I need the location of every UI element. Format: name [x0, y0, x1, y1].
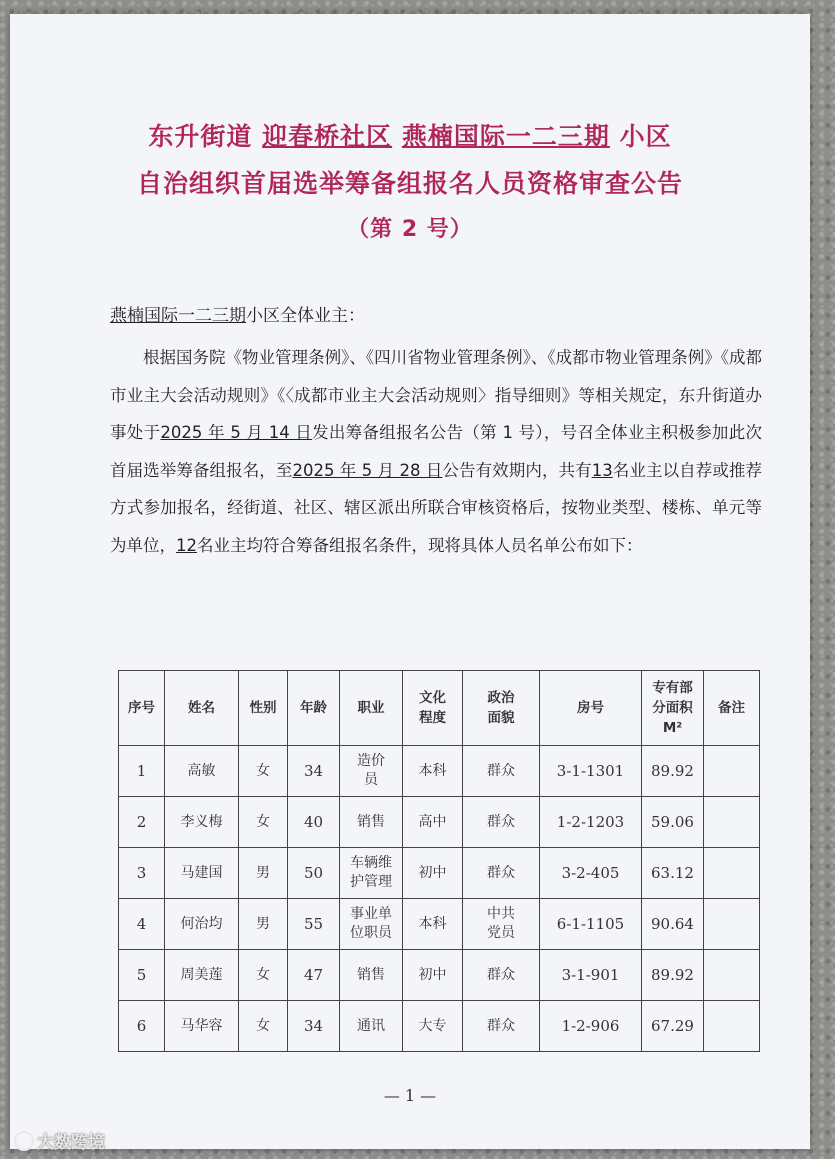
header-education-a: 文化: [419, 690, 446, 706]
header-political: [463, 671, 540, 746]
cell-area: 89.92: [642, 746, 704, 797]
cell-note: [704, 797, 760, 848]
cell-gender: 女: [239, 797, 288, 848]
cell-name: 周美莲: [165, 950, 239, 1001]
cell-note: [704, 899, 760, 950]
table-row: [119, 1001, 760, 1052]
cell-note: [704, 1001, 760, 1052]
cell-job: 销售: [340, 950, 403, 1001]
cell-job: 造价 员: [340, 746, 403, 797]
cell-age: 50: [288, 848, 340, 899]
cell-age: 55: [288, 899, 340, 950]
cell-education: 本科: [403, 746, 463, 797]
cell-area: 89.92: [642, 950, 704, 1001]
body-date-2: 2025 年 5 月 28 日: [292, 460, 443, 480]
cell-room: 1-2-906: [540, 1001, 642, 1052]
cell-note: [704, 848, 760, 899]
cell-room: 3-1-1301: [540, 746, 642, 797]
cell-no: 6: [119, 1001, 165, 1052]
cell-job: 销售: [340, 797, 403, 848]
header-area-c: M²: [662, 720, 683, 736]
cell-gender: 女: [239, 1001, 288, 1052]
table-row: [119, 899, 760, 950]
cell-room: 1-2-1203: [540, 797, 642, 848]
document-page: [10, 14, 810, 1149]
body-s1: 根据国务院《物业管理条例》、《四川省物业管理条例》、《成都市物业管理条例》《成都市业主大会活动规则》《〈成都市业主大会活动规则〉指导细则》等相关规定，东升街道办事处于: [110, 348, 762, 442]
body-s2: 发出筹备组报名公告（第 1 号），号召全体业主积极参加此次首届选举筹备组报名，至: [110, 423, 762, 480]
cell-no: 1: [119, 746, 165, 797]
cell-name: 何治均: [165, 899, 239, 950]
cell-gender: 男: [239, 848, 288, 899]
watermark-text: 大数跨境: [37, 1133, 105, 1153]
cell-no: 5: [119, 950, 165, 1001]
table-row: [119, 746, 760, 797]
table-header-row: [119, 671, 760, 746]
cell-job: 车辆维 护管理: [340, 848, 403, 899]
body-date-1: 2025 年 5 月 14 日: [160, 423, 313, 442]
salutation-estate: 燕楠国际一二三期: [110, 306, 246, 326]
announcement-body: [110, 339, 762, 564]
cell-education: 高中: [403, 797, 463, 848]
title-street: 东升街道: [148, 122, 253, 151]
header-area-b: 分面积: [652, 700, 693, 716]
body-s5: 名业主均符合筹备组报名条件，现将具体人员名单公布如下：: [197, 535, 643, 555]
cell-note: [704, 950, 760, 1001]
title-xiaoqu: 小区: [619, 122, 672, 151]
cell-gender: 女: [239, 950, 288, 1001]
header-political-a: 政治: [487, 690, 515, 706]
cell-name: 李义梅: [165, 797, 239, 848]
cell-room: 3-1-901: [540, 950, 642, 1001]
cell-area: 67.29: [642, 1001, 704, 1052]
body-s3: 公告有效期内，共有: [442, 460, 592, 480]
cell-political: 中共 党员: [463, 899, 540, 950]
header-job: 职业: [340, 671, 403, 746]
cell-area: 90.64: [642, 899, 704, 950]
cell-name: 高敏: [165, 746, 239, 797]
body-qualified-count: 12: [176, 535, 197, 555]
page-number: — 1 —: [383, 1086, 437, 1105]
cell-note: [704, 746, 760, 797]
cell-name: 马建国: [165, 848, 239, 899]
cell-political: 群众: [463, 746, 540, 797]
header-area: [642, 671, 704, 746]
cell-job: 事业单 位职员: [340, 899, 403, 950]
header-room: 房号: [540, 671, 642, 746]
cell-political: 群众: [463, 950, 540, 1001]
header-age: 年龄: [288, 671, 340, 746]
cell-room: 3-2-405: [540, 848, 642, 899]
cell-education: 大专: [403, 1001, 463, 1052]
salutation: [110, 301, 365, 326]
header-gender: 性别: [239, 671, 288, 746]
cell-age: 47: [288, 950, 340, 1001]
cell-gender: 女: [239, 746, 288, 797]
title-line-2: 自治组织首届选举筹备组报名人员资格审查公告: [136, 169, 683, 198]
cell-age: 40: [288, 797, 340, 848]
cell-room: 6-1-1105: [540, 899, 642, 950]
header-no: 序号: [119, 671, 165, 746]
cell-age: 34: [288, 1001, 340, 1052]
cell-no: 3: [119, 848, 165, 899]
cell-area: 63.12: [642, 848, 704, 899]
cell-no: 4: [119, 899, 165, 950]
title-estate: 燕楠国际一二三期: [401, 122, 610, 151]
title-line-1: [10, 117, 810, 153]
watermark-logo-icon: [14, 1131, 34, 1151]
header-note: 备注: [704, 671, 760, 746]
watermark: [14, 1128, 105, 1153]
cell-education: 初中: [403, 848, 463, 899]
body-applicant-count: 13: [591, 460, 613, 480]
cell-education: 初中: [403, 950, 463, 1001]
cell-area: 59.06: [642, 797, 704, 848]
header-education-b: 程度: [419, 710, 446, 726]
table-row: [119, 797, 760, 848]
cell-education: 本科: [403, 899, 463, 950]
cell-political: 群众: [463, 797, 540, 848]
table-row: [119, 848, 760, 899]
cell-no: 2: [119, 797, 165, 848]
cell-gender: 男: [239, 899, 288, 950]
header-education: [403, 671, 463, 746]
body-s4: 名业主以自荐或推荐方式参加报名，经街道、社区、辖区派出所联合审核资格后，按物业类型、楼栋、单元等为单位，: [110, 460, 763, 555]
header-name: 姓名: [165, 671, 239, 746]
title-community: 迎春桥社区: [262, 122, 393, 151]
cell-age: 34: [288, 746, 340, 797]
header-political-b: 面貌: [487, 710, 515, 726]
cell-political: 群众: [463, 848, 540, 899]
title-issue-number: （第 2 号）: [347, 217, 473, 242]
table-row: [119, 950, 760, 1001]
cell-political: 群众: [463, 1001, 540, 1052]
cell-name: 马华容: [165, 1001, 239, 1052]
candidate-table: [118, 670, 760, 1052]
header-area-a: 专有部: [652, 680, 693, 696]
salutation-rest: 小区全体业主：: [246, 306, 365, 326]
cell-job: 通讯: [340, 1001, 403, 1052]
